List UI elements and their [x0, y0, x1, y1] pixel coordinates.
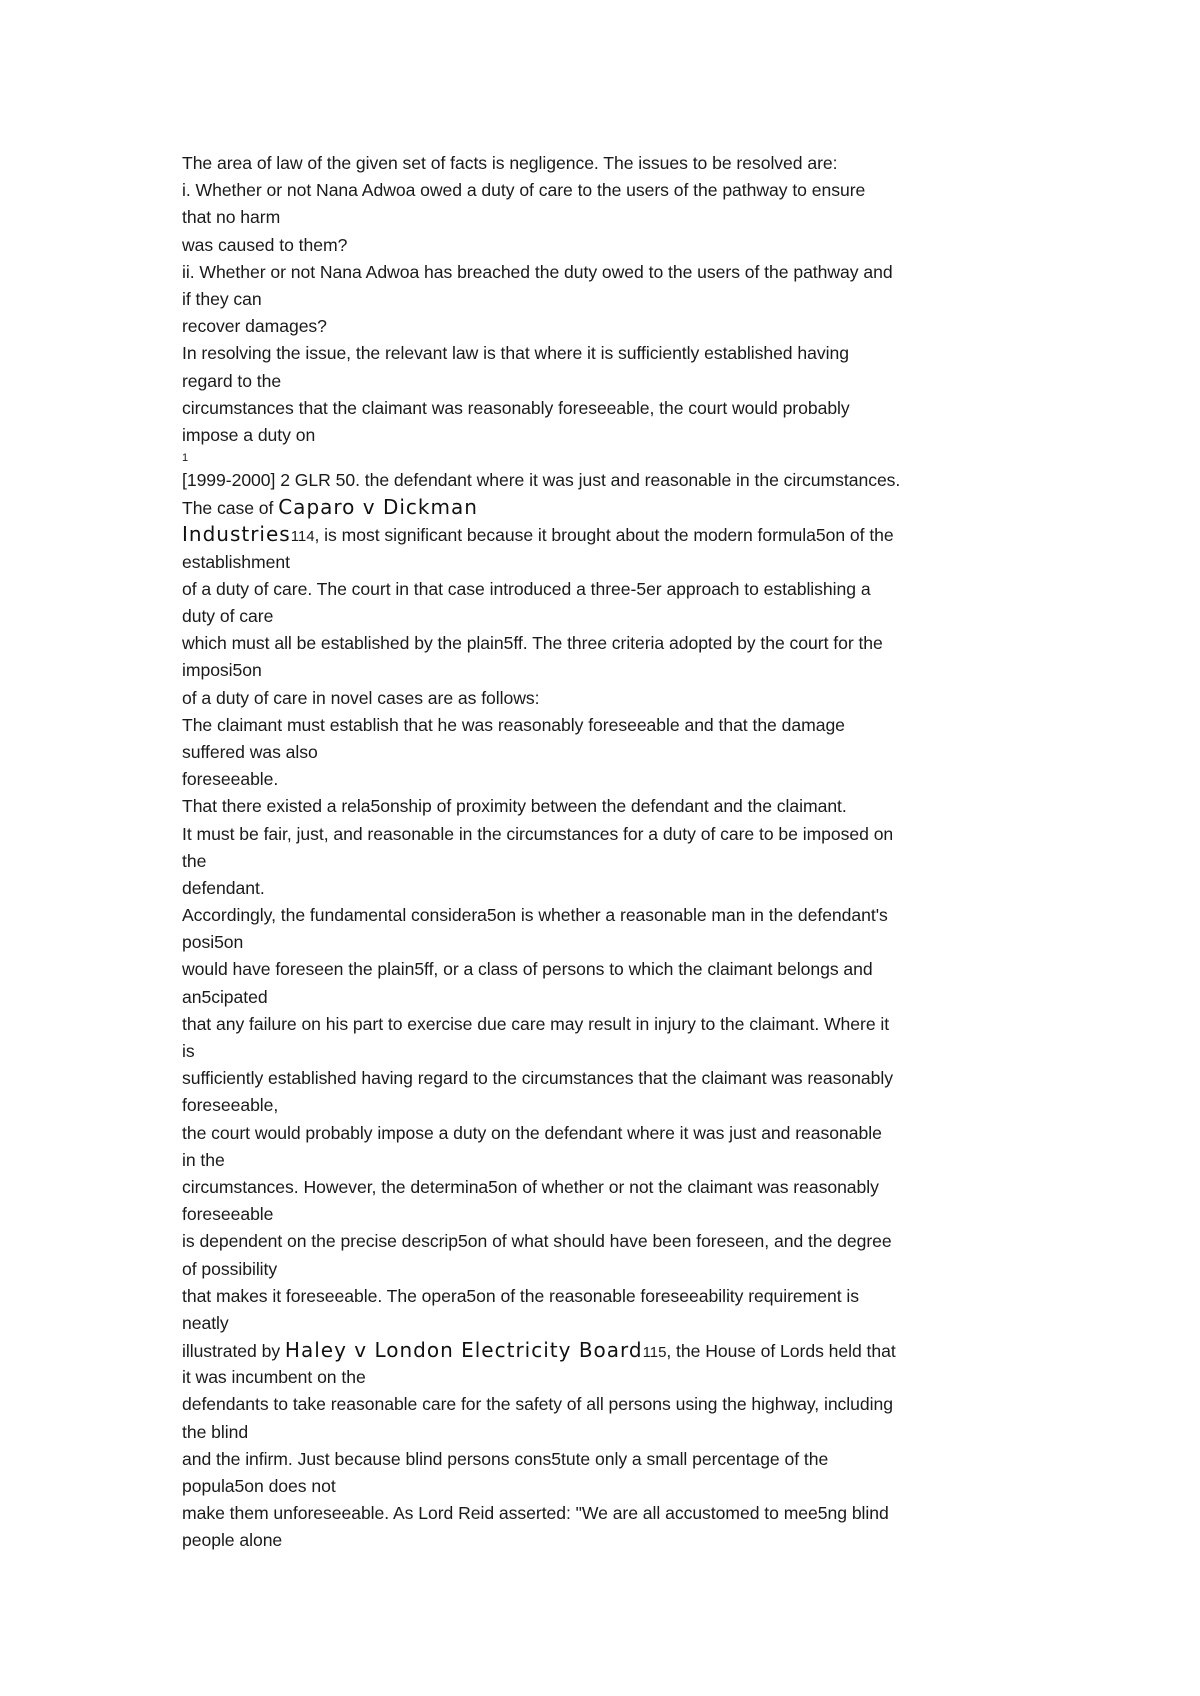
text-line: it was incumbent on the	[182, 1367, 366, 1388]
caparo-line-2	[182, 521, 1062, 548]
text-line: that makes it foreseeable. The opera5on of the reasonable foreseeability requirement is	[182, 1285, 860, 1306]
text-line: Accordingly, the fundamental considera5on is whether a reasonable man in the defendant's	[182, 905, 888, 926]
text-line: the	[182, 850, 207, 871]
text-line: The claimant must establish that he was reasonably foreseeable and that the damage	[182, 714, 845, 735]
text-line: establishment	[182, 551, 290, 572]
text-line: defendant.	[182, 877, 265, 898]
document-body	[182, 150, 1062, 1555]
text-line: imposi5on	[182, 660, 262, 681]
case-name-caparo: Caparo v Dickman	[278, 495, 478, 520]
haley-line	[182, 1337, 1062, 1364]
text-line: posi5on	[182, 932, 244, 953]
text-line: that no harm	[182, 207, 281, 228]
text-line: of a duty of care in novel cases are as follows:	[182, 687, 540, 708]
footnote-line: [1999-2000] 2 GLR 50. the defendant where it was just and reasonable in the circumstances.	[182, 470, 901, 491]
text-line: neatly	[182, 1312, 229, 1333]
text-line: circumstances. However, the determina5on of whether or not the claimant was reasonably	[182, 1176, 879, 1197]
caparo-line-1	[182, 494, 1062, 521]
text-line: foreseeable.	[182, 769, 279, 790]
text-line: is dependent on the precise descrip5on of what should have been foreseen, and the degree	[182, 1231, 892, 1252]
text-line: duty of care	[182, 606, 274, 626]
text-line: of a duty of care. The court in that case introduced a three-5er approach to establishing a	[182, 578, 871, 599]
text-line: people alone	[182, 1530, 283, 1551]
haley-intro: illustrated by	[182, 1341, 285, 1362]
text-line: popula5on does not	[182, 1476, 336, 1496]
text-line: the blind	[182, 1421, 249, 1442]
footnote-marker: 1	[182, 452, 189, 465]
text-line: make them unforeseeable. As Lord Reid asserted: "We are all accustomed to mee5ng blind	[182, 1503, 889, 1524]
text-line: i. Whether or not Nana Adwoa owed a duty of care to the users of the pathway to ensure	[182, 180, 866, 201]
text-line: recover damages?	[182, 316, 327, 337]
caparo-tail: , is most significant because it brought about the modern formula5on of the	[314, 525, 894, 546]
text-line: suffered was also	[182, 741, 318, 762]
text-line: an5cipated	[182, 986, 268, 1007]
text-line: sufficiently established having regard to the circumstances that the claimant was reasonably	[182, 1068, 893, 1089]
text-line: would have foreseen the plain5ff, or a class of persons to which the claimant belongs and	[182, 959, 873, 980]
text-line: the court would probably impose a duty on the defendant where it was just and reasonable	[182, 1122, 882, 1143]
case-ref-number: 115	[642, 1344, 667, 1362]
text-line: That there existed a rela5onship of proximity between the defendant and the claimant.	[182, 796, 847, 817]
caparo-intro: The case of	[182, 498, 279, 519]
text-line: is	[182, 1041, 195, 1061]
text-line: was caused to them?	[182, 234, 348, 255]
text-line: impose a duty on	[182, 424, 316, 445]
case-ref-number: 114	[290, 528, 315, 546]
text-line: and the infirm. Just because blind persons cons5tute only a small percentage of the	[182, 1448, 829, 1469]
text-line: In resolving the issue, the relevant law is that where it is sufficiently established having	[182, 343, 849, 364]
text-line: which must all be established by the plain5ff. The three criteria adopted by the court for the	[182, 633, 883, 654]
text-line: defendants to take reasonable care for the safety of all persons using the highway, including	[182, 1394, 893, 1415]
text-line: The area of law of the given set of facts is negligence. The issues to be resolved are:	[182, 153, 838, 173]
haley-tail: , the House of Lords held that	[666, 1341, 896, 1362]
text-line: that any failure on his part to exercise due care may result in injury to the claimant. Where it	[182, 1013, 890, 1034]
text-line: of possibility	[182, 1258, 278, 1279]
text-line: foreseeable,	[182, 1095, 279, 1116]
text-line: in the	[182, 1149, 225, 1170]
text-line: It must be fair, just, and reasonable in the circumstances for a duty of care to be imposed on	[182, 823, 894, 844]
text-line: regard to the	[182, 370, 282, 391]
text-line: foreseeable	[182, 1204, 274, 1225]
case-name-caparo-cont: Industries	[182, 522, 291, 547]
text-line: ii. Whether or not Nana Adwoa has breached the duty owed to the users of the pathway and	[182, 261, 893, 282]
text-line: circumstances that the claimant was reasonably foreseeable, the court would probably	[182, 397, 850, 418]
text-line: if they can	[182, 288, 262, 309]
case-name-haley: Haley v London Electricity Board	[284, 1338, 643, 1363]
